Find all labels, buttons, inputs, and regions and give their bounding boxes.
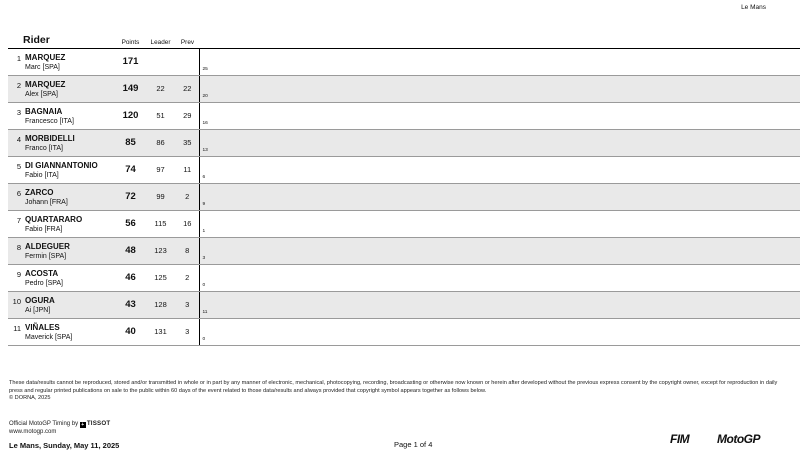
race-gp-points: 25: [202, 66, 208, 72]
rider-points: 48: [116, 237, 145, 264]
rider-first-name: Fabio [FRA]: [25, 225, 63, 233]
rider-points: 120: [116, 102, 145, 129]
rider-first-name: Ai [JPN]: [25, 306, 51, 314]
event-location: Le Mans: [741, 4, 766, 11]
rider-row: [8, 210, 800, 237]
rider-row: [8, 129, 800, 156]
race-gp-points: 6: [202, 174, 206, 180]
race-points-cell: [199, 291, 800, 318]
rider-last-name: QUARTARARO: [25, 214, 83, 224]
rider-last-name: MARQUEZ: [25, 79, 66, 89]
rider-first-name: Alex [SPA]: [25, 90, 58, 98]
race-points-cell: [199, 129, 800, 156]
gap-to-previous: 3: [176, 291, 199, 318]
race-gp-points: 0: [202, 282, 206, 288]
race-total-points: [200, 323, 800, 332]
gap-to-previous: 16: [176, 210, 199, 237]
rider-position: 3: [16, 107, 21, 117]
rider-cell: [8, 75, 116, 102]
race-gp-points: 3: [202, 255, 206, 261]
rider-last-name: VIÑALES: [25, 322, 60, 332]
rider-row: [8, 156, 800, 183]
race-points-cell: [199, 156, 800, 183]
rider-row: [8, 183, 800, 210]
gap-to-previous: 11: [176, 156, 199, 183]
race-total-points: [200, 53, 800, 62]
gap-to-leader: 22: [145, 75, 176, 102]
race-points-cell: [199, 48, 800, 75]
race-gp-points: 1: [202, 228, 206, 234]
rider-position: 5: [16, 161, 21, 171]
rider-row: [8, 318, 800, 345]
rider-position: 9: [16, 269, 21, 279]
rider-last-name: ZARCO: [25, 187, 54, 197]
standings-table: [8, 33, 800, 346]
disclaimer-text: These data/results cannot be reproduced, stored and/or transmitted in whole or in part by any manner of electronic, mechanical, photocopying, recording, broadcasting or otherwise now known or herein after developed without the previous express consent by the copyright owner, except for reproduction in daily press and regular printed publications on sale to the public within 60 days of the event related to those data/results and always provided that copyright symbol appears together as follows below.: [9, 380, 778, 394]
race-points-cell: [199, 210, 800, 237]
rider-first-name: Franco [ITA]: [25, 144, 63, 152]
rider-row: [8, 237, 800, 264]
rider-row: [8, 264, 800, 291]
rider-cell: [8, 183, 116, 210]
gap-to-previous: 8: [176, 237, 199, 264]
gap-to-previous: 35: [176, 129, 199, 156]
rider-last-name: MORBIDELLI: [25, 133, 75, 143]
gap-to-leader: [145, 48, 176, 75]
race-total-points: [200, 107, 800, 116]
gap-to-leader: 123: [145, 237, 176, 264]
gap-to-leader: 97: [145, 156, 176, 183]
rider-cell: [8, 48, 116, 75]
race-points-cell: [199, 75, 800, 102]
rider-cell: [8, 264, 116, 291]
race-total-points: [200, 134, 800, 143]
race-gp-points: 9: [202, 201, 206, 207]
race-points-cell: [199, 318, 800, 345]
rider-cell: [8, 102, 116, 129]
race-total-points: [200, 188, 800, 197]
rider-points: 46: [116, 264, 145, 291]
race-column-header: [199, 33, 800, 48]
gap-to-leader: 51: [145, 102, 176, 129]
points-column-header: Points: [116, 33, 145, 48]
race-total-points: [200, 161, 800, 170]
rider-position: 2: [16, 80, 21, 90]
race-points-cell: [199, 264, 800, 291]
gap-to-previous: [176, 48, 199, 75]
gap-to-leader: 125: [145, 264, 176, 291]
gap-to-previous: 2: [176, 264, 199, 291]
rider-points: 171: [116, 48, 145, 75]
race-points-cell: [199, 183, 800, 210]
gap-to-previous: 29: [176, 102, 199, 129]
rider-first-name: Fermin [SPA]: [25, 252, 67, 260]
rider-points: 56: [116, 210, 145, 237]
gap-to-leader: 128: [145, 291, 176, 318]
rider-position: 1: [16, 53, 21, 63]
race-points-cell: [199, 237, 800, 264]
rider-first-name: Francesco [ITA]: [25, 117, 74, 125]
copyright-disclaimer: [9, 380, 779, 403]
race-total-points: [200, 80, 800, 89]
rider-last-name: DI GIANNANTONIO: [25, 160, 98, 170]
gap-to-leader: 99: [145, 183, 176, 210]
rider-position: 6: [16, 188, 21, 198]
rider-last-name: OGURA: [25, 295, 55, 305]
rider-first-name: Johann [FRA]: [25, 198, 68, 206]
race-gp-points: 11: [202, 309, 208, 315]
rider-position: 8: [16, 242, 21, 252]
website-link[interactable]: www.motogp.com: [9, 429, 57, 435]
rider-row: [8, 291, 800, 318]
rider-cell: [8, 210, 116, 237]
rider-cell: [8, 291, 116, 318]
leader-column-header: Leader: [145, 33, 176, 48]
fim-logo: FIM: [670, 432, 690, 446]
rider-position: 10: [12, 296, 21, 306]
rider-cell: [8, 318, 116, 345]
rider-position: 4: [16, 134, 21, 144]
location-date: Le Mans, Sunday, May 11, 2025: [9, 441, 120, 450]
gap-to-previous: 2: [176, 183, 199, 210]
rider-column-header: Rider: [8, 33, 116, 48]
gap-to-previous: 22: [176, 75, 199, 102]
race-total-points: [200, 242, 800, 251]
race-total-points: [200, 296, 800, 305]
rider-points: 149: [116, 75, 145, 102]
gap-to-leader: 115: [145, 210, 176, 237]
rider-cell: [8, 237, 116, 264]
table-header: [8, 33, 800, 48]
rider-first-name: Pedro [SPA]: [25, 279, 64, 287]
gap-to-leader: 131: [145, 318, 176, 345]
race-points-cell: [199, 102, 800, 129]
official-timing-label: Official MotoGP Timing by: [9, 421, 79, 427]
rider-points: 72: [116, 183, 145, 210]
rider-last-name: ACOSTA: [25, 268, 59, 278]
race-total-points: [200, 269, 800, 278]
rider-last-name: BAGNAIA: [25, 106, 63, 116]
page-number: Page 1 of 4: [394, 440, 433, 449]
tissot-logo: + TISSOT: [81, 420, 111, 428]
rider-cell: [8, 129, 116, 156]
rider-row: [8, 102, 800, 129]
rider-position: 7: [16, 215, 21, 225]
prev-column-header: Prev: [176, 33, 199, 48]
rider-row: [8, 48, 800, 75]
rider-cell: [8, 156, 116, 183]
rider-first-name: Marc [SPA]: [25, 63, 60, 71]
rider-points: 85: [116, 129, 145, 156]
rider-points: 43: [116, 291, 145, 318]
rider-points: 74: [116, 156, 145, 183]
gap-to-previous: 3: [176, 318, 199, 345]
rider-row: [8, 75, 800, 102]
official-timing: [9, 420, 110, 436]
gap-to-leader: 86: [145, 129, 176, 156]
race-gp-points: 0: [202, 336, 206, 342]
rider-last-name: MARQUEZ: [25, 52, 66, 62]
race-gp-points: 16: [202, 120, 208, 126]
rider-last-name: ALDEGUER: [25, 241, 70, 251]
motogp-logo: MotoGP: [717, 432, 760, 446]
copyright-notice: © DORNA, 2025: [9, 395, 51, 402]
rider-points: 40: [116, 318, 145, 345]
rider-position: 11: [13, 323, 21, 333]
race-gp-points: 20: [202, 93, 208, 99]
rider-first-name: Fabio [ITA]: [25, 171, 59, 179]
race-gp-points: 13: [202, 147, 208, 153]
race-total-points: [200, 215, 800, 224]
rider-first-name: Maverick [SPA]: [25, 333, 73, 341]
